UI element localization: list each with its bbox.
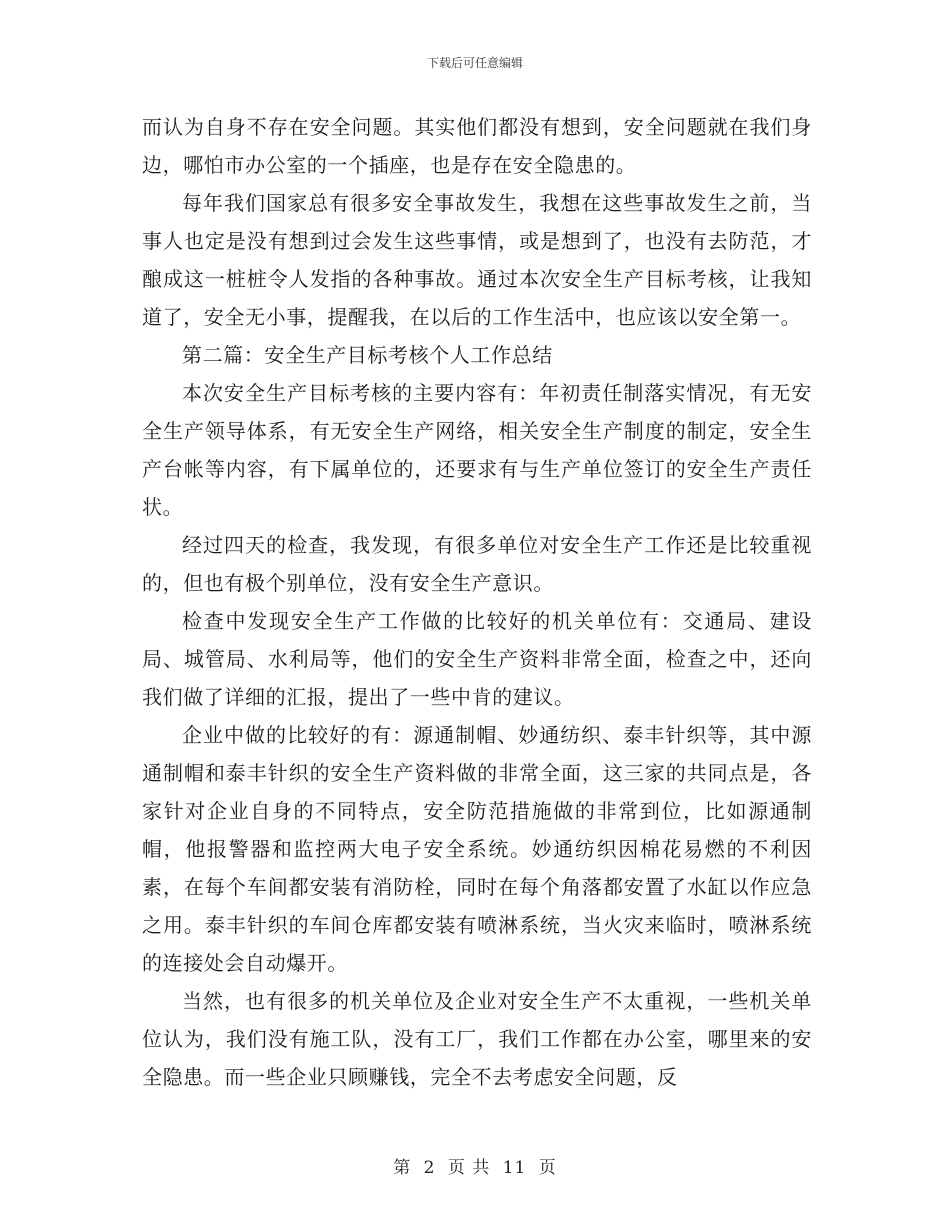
paragraph-4: 经过四天的检查，我发现，有很多单位对安全生产工作还是比较重视的，但也有极个别单位，没有安全生产意识。 <box>142 533 812 595</box>
current-page-number: 2 <box>423 1158 436 1178</box>
footer-mid: 页 共 <box>447 1158 491 1178</box>
paragraph-6: 企业中做的比较好的有：源通制帽、妙通纺织、泰丰针织等，其中源通制帽和泰丰针织的安全生产资料做的非常全面，这三家的共同点是，各家针对企业自身的不同特点，安全防范措施做的非常到位，比如源通制帽，他报警器和监控两大电子安全系统。妙通纺织因棉花易燃的不利因素，在每个车间都安装有消防栓，同时在每个角落都安置了水缸以作应急之用。泰丰针织的车间仓库都安装有喷淋系统，当火灾来临时，喷淋系统的连接处会自动爆开。 <box>142 723 812 975</box>
paragraph-3: 本次安全生产目标考核的主要内容有：年初责任制落实情况，有无安全生产领导体系，有无安全生产网络，相关安全生产制度的制定，安全生产台帐等内容，有下属单位的，还要求有与生产单位签订的安全生产责任状。 <box>142 381 812 519</box>
paragraph-1: 而认为自身不存在安全问题。其实他们都没有想到，安全问题就在我们身边，哪怕市办公室的一个插座，也是存在安全隐患的。 <box>142 115 812 177</box>
header-note: 下载后可任意编辑 <box>426 56 523 70</box>
footer-suffix: 页 <box>538 1158 557 1178</box>
section-title: 第二篇：安全生产目标考核个人工作总结 <box>182 343 553 367</box>
paragraph-2: 每年我们国家总有很多安全事故发生，我想在这些事故发生之前，当事人也定是没有想到过会发生这些事情，或是想到了，也没有去防范，才酿成这一桩桩令人发指的各种事故。通过本次安全生产目标考核，让我知道了，安全无小事，提醒我，在以后的工作生活中，也应该以安全第一。 <box>142 191 812 329</box>
total-page-number: 11 <box>502 1158 527 1178</box>
document-body <box>142 108 812 1096</box>
paragraph-5: 检查中发现安全生产工作做的比较好的机关单位有：交通局、建设局、城管局、水利局等，他们的安全生产资料非常全面，检查之中，还向我们做了详细的汇报，提出了一些中肯的建议。 <box>142 609 812 709</box>
page-header <box>0 54 950 71</box>
page-footer <box>0 1153 950 1178</box>
paragraph-7: 当然，也有很多的机关单位及企业对安全生产不太重视，一些机关单位认为，我们没有施工队，没有工厂，我们工作都在办公室，哪里来的安全隐患。而一些企业只顾赚钱，完全不去考虑安全问题，反 <box>142 989 812 1089</box>
footer-prefix: 第 <box>393 1158 412 1178</box>
